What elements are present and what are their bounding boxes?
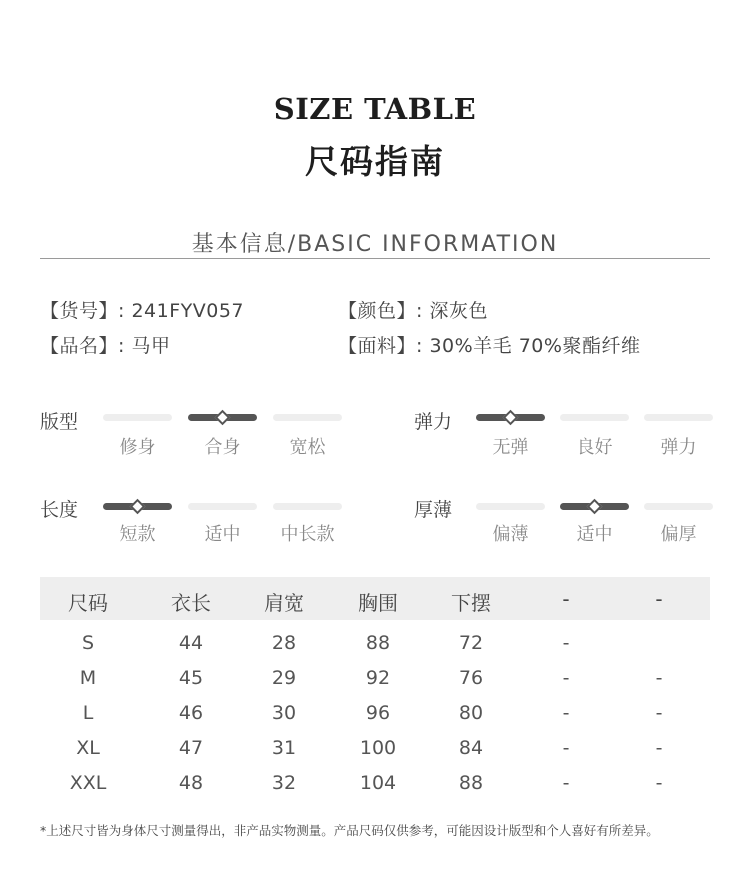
- basic-info-heading: 基本信息/BASIC INFORMATION: [191, 232, 559, 257]
- scale-bar: [644, 414, 713, 421]
- product-color: 【颜色】: 深灰色: [338, 300, 488, 322]
- table-cell: 84: [458, 737, 484, 759]
- scale-bar: [273, 503, 342, 510]
- option-label: 良好: [576, 437, 613, 458]
- table-cell: -: [562, 702, 570, 724]
- scale-bar: [476, 503, 545, 510]
- option-label: 偏薄: [492, 524, 529, 545]
- table-cell: 31: [271, 737, 297, 759]
- table-cell: XL: [76, 737, 100, 759]
- table-cell: 80: [458, 702, 484, 724]
- table-cell: 88: [458, 772, 484, 794]
- table-cell: 76: [458, 667, 484, 689]
- table-cell: 100: [359, 737, 397, 759]
- table-cell: XXL: [69, 772, 107, 794]
- scale-bar: [560, 414, 629, 421]
- attribute-label: 弹力: [414, 411, 453, 433]
- column-header: 下摆: [451, 591, 491, 615]
- table-cell: 88: [365, 632, 391, 654]
- scale-bar: [273, 414, 342, 421]
- table-cell: 45: [178, 667, 204, 689]
- item-number: 【货号】: 241FYV057: [40, 300, 245, 322]
- table-cell: 30: [271, 702, 297, 724]
- column-header: 衣长: [171, 591, 211, 615]
- option-label: 适中: [576, 524, 613, 545]
- column-header: 胸围: [358, 591, 398, 615]
- option-label: 弹力: [660, 437, 697, 458]
- table-cell: 47: [178, 737, 204, 759]
- footnote: *上述尺寸皆为身体尺寸测量得出，非产品实物测量。产品尺码仅供参考，可能因设计版型和个人喜好有所差异。: [40, 823, 659, 838]
- section-divider: [40, 258, 710, 259]
- table-cell: 32: [271, 772, 297, 794]
- table-cell: S: [81, 632, 95, 654]
- selected-marker-icon: [130, 499, 146, 515]
- table-cell: -: [562, 737, 570, 759]
- table-cell: -: [655, 702, 663, 724]
- scale-bar: [644, 503, 713, 510]
- table-cell: 92: [365, 667, 391, 689]
- option-label: 短款: [119, 524, 156, 545]
- product-fabric: 【面料】: 30%羊毛 70%聚酯纤维: [338, 335, 641, 357]
- scale-bar-selected: [188, 414, 257, 421]
- table-cell: 48: [178, 772, 204, 794]
- product-name: 【品名】: 马甲: [40, 335, 171, 357]
- scale-bar: [188, 503, 257, 510]
- table-cell: 46: [178, 702, 204, 724]
- table-cell: 96: [365, 702, 391, 724]
- table-cell: -: [562, 632, 570, 654]
- option-label: 偏厚: [660, 524, 697, 545]
- scale-bar-selected: [103, 503, 172, 510]
- title-en: SIZE TABLE: [273, 92, 477, 126]
- scale-bar: [103, 414, 172, 421]
- option-label: 合身: [204, 437, 241, 458]
- title-zh: 尺码指南: [305, 142, 445, 181]
- option-label: 适中: [204, 524, 241, 545]
- column-header: 肩宽: [264, 591, 304, 615]
- option-label: 无弹: [492, 437, 529, 458]
- table-cell: M: [79, 667, 97, 689]
- table-cell: -: [655, 667, 663, 689]
- table-cell: -: [655, 737, 663, 759]
- selected-marker-icon: [215, 410, 231, 426]
- table-cell: 28: [271, 632, 297, 654]
- table-cell: 44: [178, 632, 204, 654]
- option-label: 修身: [119, 437, 156, 458]
- attribute-label: 厚薄: [414, 499, 453, 521]
- scale-bar-selected: [476, 414, 545, 421]
- table-cell: L: [82, 702, 94, 724]
- table-cell: -: [562, 667, 570, 689]
- option-label: 中长款: [280, 524, 335, 545]
- selected-marker-icon: [587, 499, 603, 515]
- column-header: -: [562, 587, 570, 611]
- table-cell: -: [562, 772, 570, 794]
- column-header: 尺码: [68, 591, 108, 615]
- option-label: 宽松: [289, 437, 326, 458]
- table-cell: -: [655, 772, 663, 794]
- table-cell: 104: [359, 772, 397, 794]
- attribute-label: 长度: [40, 499, 79, 521]
- selected-marker-icon: [503, 410, 519, 426]
- table-cell: 29: [271, 667, 297, 689]
- scale-bar-selected: [560, 503, 629, 510]
- attribute-label: 版型: [40, 411, 79, 433]
- table-cell: 72: [458, 632, 484, 654]
- column-header: -: [655, 587, 663, 611]
